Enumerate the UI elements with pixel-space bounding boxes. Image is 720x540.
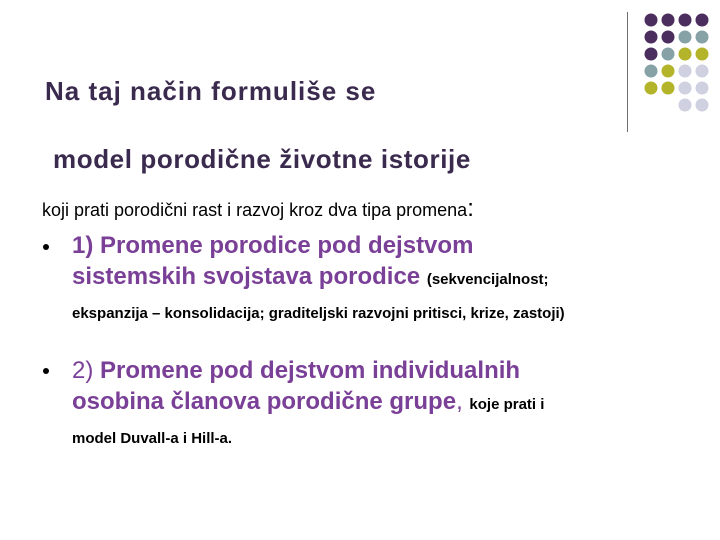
decorative-dot [662,48,675,61]
decorative-dot [696,65,709,78]
bullet-1 [43,244,49,250]
list-item-2 [72,355,712,420]
decorative-dot [696,31,709,44]
title-line-2: model porodične životne istorije [53,144,471,174]
decorative-dot [662,14,675,27]
decorative-dot [645,65,658,78]
intro-text [42,195,474,223]
item-1-line-1: 1) Promene porodice pod dejstvom [72,232,474,259]
decorative-dot [645,82,658,95]
intro-sentence: koji prati porodični rast i razvoj kroz dva tipa promena [42,200,468,220]
item-1-inline-note: (sekvencijalnost; [426,271,549,288]
decorative-dot [679,82,692,95]
decorative-dot [679,14,692,27]
intro-colon: : [467,195,474,222]
decorative-dot-grid [643,13,720,113]
decorative-dot [645,48,658,61]
decorative-dot [679,99,692,112]
item-1-line-2: sistemskih svojstava porodice [72,263,421,290]
decorative-dot [645,31,658,44]
decorative-dot [679,48,692,61]
item-2-line-2: osobina članova porodične grupe [72,388,457,415]
decorative-dot [679,65,692,78]
item-2-comma: , [456,388,463,415]
decorative-dot [696,14,709,27]
title-line-1: Na taj način formuliše se [45,76,377,106]
decorative-dot [696,48,709,61]
item-1-continuation: ekspanzija – konsolidacija; graditeljski razvojni pritisci, krize, zastoji) [72,305,565,322]
item-2-continuation: model Duvall-a i Hill-a. [72,430,233,447]
item-2-line-1: Promene pod dejstvom individualnih [100,357,521,384]
bullet-2 [43,368,49,374]
decorative-dot [662,65,675,78]
list-item-1 [72,230,712,295]
decorative-vertical-line [627,12,628,132]
item-2-number: 2) [72,357,94,384]
decorative-dot [645,14,658,27]
item-2-inline-note: koje prati i [469,396,545,413]
decorative-dot [679,31,692,44]
decorative-dot [696,82,709,95]
decorative-dot [696,99,709,112]
decorative-dot [662,82,675,95]
decorative-dot [662,31,675,44]
